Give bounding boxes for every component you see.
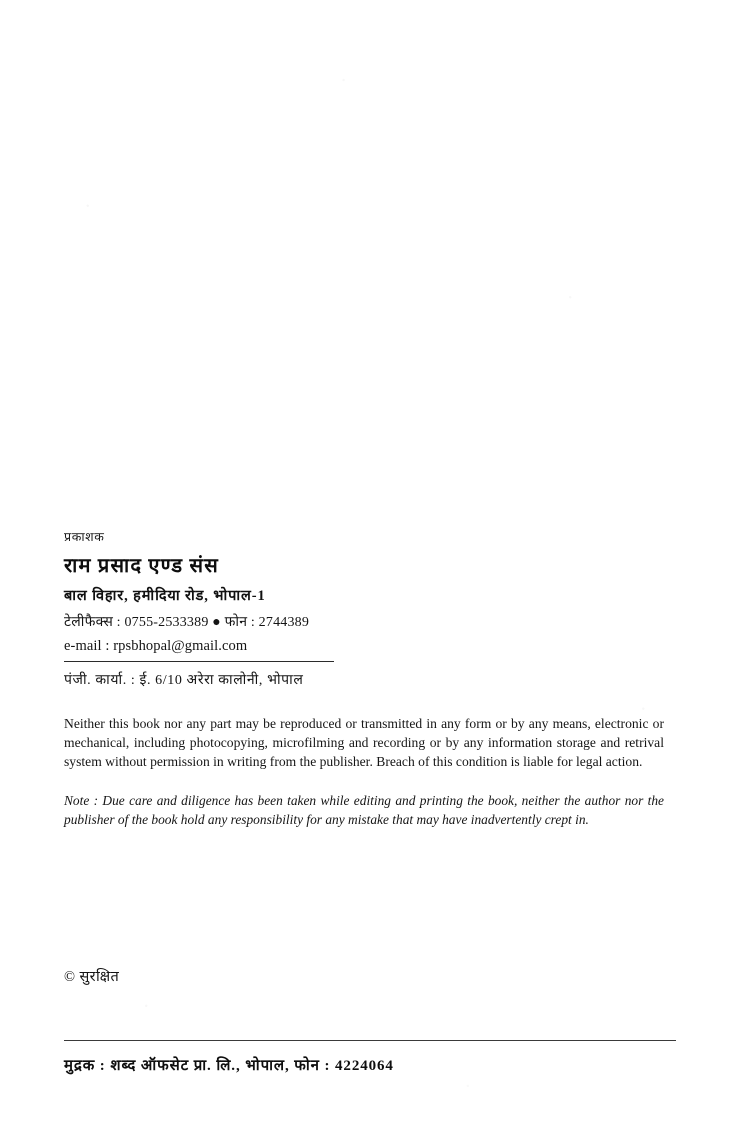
legal-notice: Neither this book nor any part may be reproduced or transmitted in any form or by any means, electronic or mechanical, including photocopying, microfilming and recording or by any information storage and retrival system without permission in writing from the publisher. Breach of this condition is liable for legal action.: [64, 716, 664, 769]
publisher-address: बाल विहार, हमीदिया रोड, भोपाल-1: [64, 588, 266, 604]
registered-office: पंजी. कार्या. : ई. 6/10 अरेरा कालोनी, भोपाल: [64, 673, 304, 688]
publisher-phone: टेलीफैक्स : 0755-2533389 ● फोन : 2744389: [64, 615, 310, 630]
publisher-label: प्रकाशक: [64, 530, 105, 544]
imprint-block: [64, 528, 676, 829]
divider-rule: [64, 661, 334, 662]
publisher-name: राम प्रसाद एण्ड संस: [64, 555, 219, 577]
publisher-email: e-mail : rpsbhopal@gmail.com: [64, 638, 248, 654]
disclaimer-note: Note : Due care and diligence has been taken while editing and printing the book, neither the author nor the publisher of the book hold any responsibility for any mistake that may have inadvertently crept in.: [64, 793, 664, 828]
copyright-notice: © सुरक्षित: [64, 969, 120, 985]
printer-line: मुद्रक : शब्द ऑफसेट प्रा. लि., भोपाल, फोन : 4224064: [64, 1058, 394, 1074]
bottom-divider-rule: [64, 1040, 676, 1041]
